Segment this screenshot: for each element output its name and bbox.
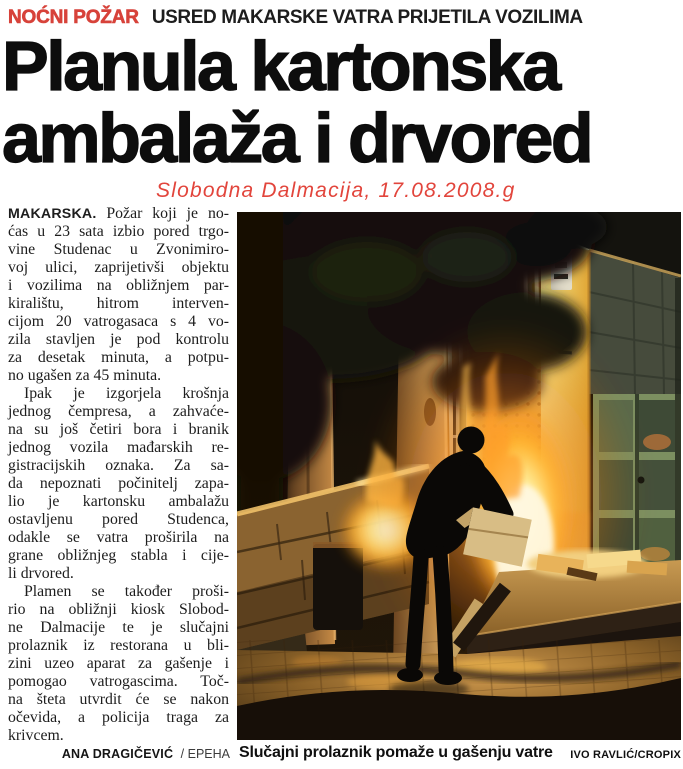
article-line: na su još četiri bora i branik [8,421,229,438]
article-line: pomogao vatrogascima. Toč- [8,673,229,690]
article-line: odakle se vatra proširila na [8,529,229,546]
article-line: i vozilima na obližnjem par- [8,277,229,294]
news-photo-illustration [237,212,681,740]
article-line: rio na obližnji kiosk Slobod- [8,601,229,618]
headline-line-2: ambalaža i drvored [2,99,592,177]
paragraph [8,583,229,745]
article-line: Ipak je izgorjela krošnja [24,385,229,402]
article-line: cijom 20 vatrogasaca s 4 vo- [8,313,229,330]
kicker-tag: NOĆNI POŽAR [8,7,139,28]
article-line: gistracijskih oznaka. Za sa- [8,457,229,474]
article-line: zini uzeo aparat za gašenje i [8,655,229,672]
article-line: Plamen se također proši- [24,583,229,600]
article-line: ostavljenu pored Studenca, [8,511,229,528]
article-line: zila stavljen je pod kontrolu [8,331,229,348]
article-line: jednog vozila mađarskih re- [8,439,229,456]
article-line: voj ulici, zaprijetivši objektu [8,259,229,276]
article-paragraphs [8,205,229,745]
paragraph [8,205,229,385]
article-line: očevida, a policija traga za [8,709,229,726]
byline [8,747,230,761]
article-line: krivcem. [8,727,64,744]
article-line: za desetak minuta, a potpu- [8,349,229,366]
article-line: lio je kartonsku ambalažu [8,493,229,510]
article-line: kiralištu, hitrom interven- [8,295,229,312]
article-line: li drvored. [8,565,74,582]
photo-caption: Slučajni prolaznik pomaže u gašenju vatre [239,744,553,761]
byline-agency: / EPEHA [180,747,230,761]
article-line: MAKARSKA. Požar koji je no- [8,205,229,222]
photo-credit: IVO RAVLIĆ/CROPIX [570,749,681,761]
article-line: no ugašen za 45 minuta. [8,367,162,384]
article-line: ćas u 23 sata izbio pored trgo- [8,223,229,240]
article-line: da nepoznati počinitelj zapa- [8,475,229,492]
paragraph-lead: MAKARSKA. [8,206,97,222]
kicker-subtitle: USRED MAKARSKE VATRA PRIJETILA VOZILIMA [151,7,583,28]
headline-line-1: Planula kartonska [2,27,559,105]
article-line: na šteta utvrdit će se nakon [8,691,229,708]
article-line: grane obližnjeg stabla i cije- [8,547,229,564]
article-line: prolaznik iz restorana u bli- [8,637,229,654]
article-column [8,205,229,745]
dateline: Slobodna Dalmacija, 17.08.2008.g [156,179,516,202]
news-photo [237,212,681,740]
kicker [8,7,583,29]
article-line: ne Dalmacije te je slučajni [8,619,229,636]
byline-author: ANA DRAGIČEVIĆ [61,747,174,761]
article-line: jednog čempresa, a zahvaće- [8,403,229,420]
headline [2,27,592,177]
article-line: vine Studenac u Zvonimiro- [8,241,229,258]
paragraph [8,385,229,583]
